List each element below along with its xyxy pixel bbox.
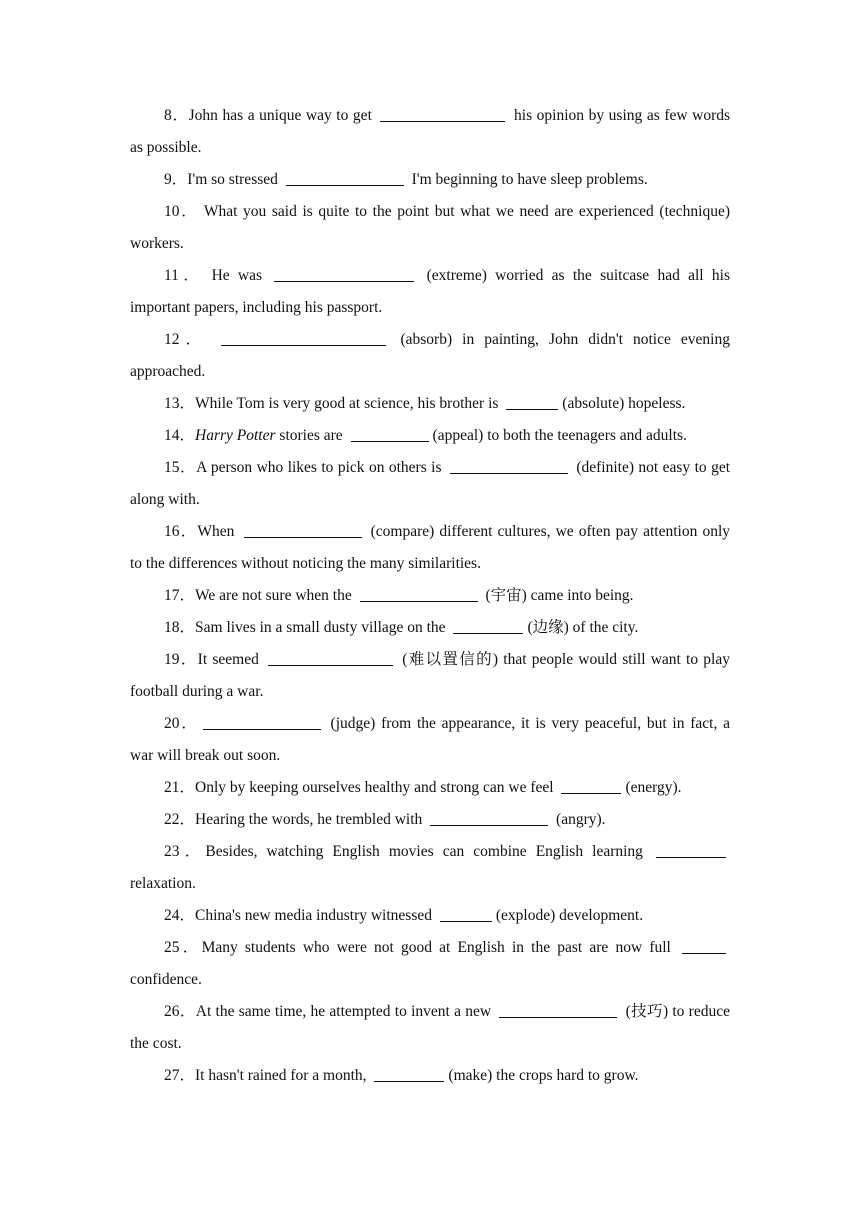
exercise-item-10: 10． What you said is quite to the point but what we need are experienced (technique) workers. <box>130 203 730 252</box>
exercise-item-27: 27．It hasn't rained for a month, (make) the crops hard to grow. <box>130 1060 730 1092</box>
exercise-item-14: 14．Harry Potter stories are (appeal) to both the teenagers and adults. <box>130 420 730 452</box>
answer-blank[interactable] <box>656 840 726 858</box>
exercise-item-13: 13．While Tom is very good at science, his brother is (absolute) hopeless. <box>130 388 730 420</box>
answer-blank[interactable] <box>221 328 386 346</box>
answer-blank[interactable] <box>499 1000 617 1018</box>
exercise-item-15: 15．A person who likes to pick on others is (definite) not easy to get along with. <box>130 452 730 516</box>
exercise-item-23: 23．Besides, watching English movies can combine English learning relaxation. <box>130 836 730 900</box>
answer-blank[interactable] <box>351 424 429 442</box>
exercise-list <box>130 100 730 1092</box>
answer-blank[interactable] <box>274 264 414 282</box>
answer-blank[interactable] <box>453 616 523 634</box>
exercise-item-25: 25．Many students who were not good at English in the past are now full confidence. <box>130 932 730 996</box>
exercise-item-16: 16．When (compare) different cultures, we often pay attention only to the differences without noticing the many similarities. <box>130 516 730 580</box>
answer-blank[interactable] <box>506 392 558 410</box>
answer-blank[interactable] <box>203 712 321 730</box>
exercise-item-24: 24．China's new media industry witnessed (explode) development. <box>130 900 730 932</box>
exercise-item-11: 11． He was (extreme) worried as the suitcase had all his important papers, including his passport. <box>130 260 730 324</box>
exercise-item-21: 21．Only by keeping ourselves healthy and strong can we feel (energy). <box>130 772 730 804</box>
exercise-item-18: 18．Sam lives in a small dusty village on the (边缘) of the city. <box>130 612 730 644</box>
exercise-item-19: 19．It seemed (难以置信的) that people would still want to play football during a war. <box>130 644 730 708</box>
answer-blank[interactable] <box>430 808 548 826</box>
exercise-item-8: 8．John has a unique way to get his opinion by using as few words as possible. <box>130 100 730 164</box>
answer-blank[interactable] <box>682 936 726 954</box>
exercise-item-26: 26．At the same time, he attempted to invent a new (技巧) to reduce the cost. <box>130 996 730 1060</box>
answer-blank[interactable] <box>380 104 505 122</box>
answer-blank[interactable] <box>561 776 621 794</box>
exercise-item-9: 9．I'm so stressed I'm beginning to have sleep problems. <box>130 164 730 196</box>
answer-blank[interactable] <box>360 584 478 602</box>
exercise-item-20: 20． (judge) from the appearance, it is very peaceful, but in fact, a war will break out soon. <box>130 708 730 772</box>
answer-blank[interactable] <box>268 648 393 666</box>
answer-blank[interactable] <box>440 904 492 922</box>
answer-blank[interactable] <box>450 456 568 474</box>
exercise-item-17: 17．We are not sure when the (宇宙) came into being. <box>130 580 730 612</box>
answer-blank[interactable] <box>374 1064 444 1082</box>
answer-blank[interactable] <box>244 520 362 538</box>
exercise-item-22: 22．Hearing the words, he trembled with (angry). <box>130 804 730 836</box>
answer-blank[interactable] <box>286 168 404 186</box>
exercise-item-12: 12． (absorb) in painting, John didn't notice evening approached. <box>130 324 730 388</box>
